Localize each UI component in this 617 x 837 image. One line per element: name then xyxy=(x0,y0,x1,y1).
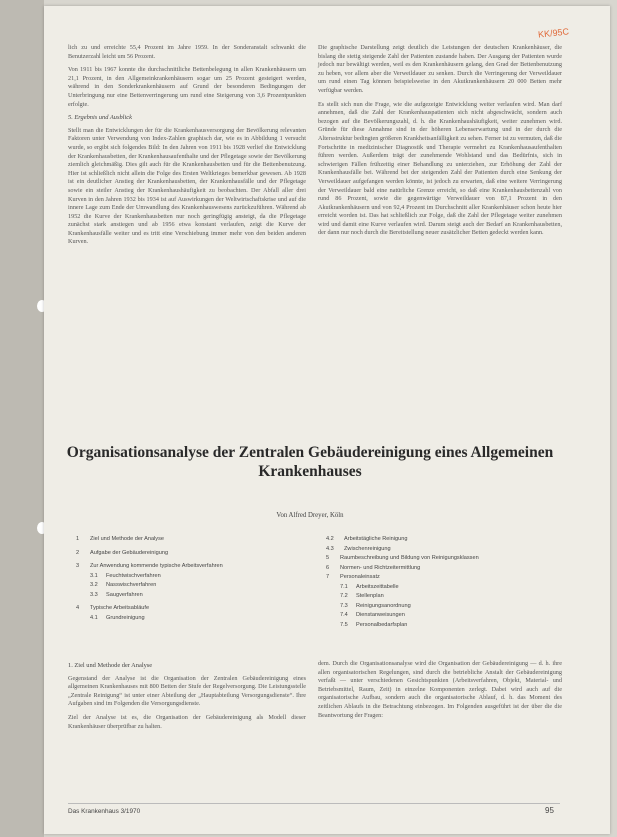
toc-item: 4.3 Zwischenreinigung xyxy=(326,545,391,552)
right-column-top xyxy=(318,44,562,243)
toc-subitem: 7.1 Arbeitszeittabelle xyxy=(340,583,399,590)
paragraph: Von 1911 bis 1967 konnte die durchschnittliche Bettenbelegung in allen Krankenhäusern um 21,1 Prozent, in den Allgemeinkrankenhäusern sogar um 25 Prozent gesteigert werden, während in den Sonderkrankenhäusern auf Grund der besonderen Bedingungen der Unterbringung nur eine Bettenverringerung um rund eine Steigerung von 3,6 Prozentpunkten erfolgte. xyxy=(68,66,306,108)
author-line: Von Alfred Dreyer, Köln xyxy=(276,512,344,519)
handwritten-stamp: KK/95C xyxy=(537,26,570,40)
paragraph: Die graphische Darstellung zeigt deutlich die Leistungen der deutschen Krankenhäuser, die bislang die stetig steigende Zahl der Patienten zustande haben. Der Ausgang der Patienten wurde jedoch nur bewältigt werden, weil es den Krankenhäusern gelang, den Grad der Bettenbenutzung zu heben, vor allem aber die Verweildauer zu senken. Durch die Verringerung der Verweildauer um rund einen Tag können beispielsweise in den Akutkrankenhäusern 20 000 Betten mehr verfügbar werden. xyxy=(318,44,562,94)
toc-subitem: 7.3 Reinigungsanordnung xyxy=(340,602,411,609)
paragraph: Ziel der Analyse ist es, die Organisation der Gebäudereinigung als Modell dieser Krankenhäuser überprüfbar zu halten. xyxy=(68,713,306,730)
left-column-top xyxy=(68,44,306,252)
toc-left xyxy=(76,535,306,623)
toc-right xyxy=(326,535,556,630)
footer-rule xyxy=(68,803,560,804)
paragraph: Es stellt sich nun die Frage, wie die aufgezeigte Entwicklung weiter verlaufen wird. Man darf annehmen, daß die Zahl der Krankenhauspatienten sich nicht abgeschwächt, sondern auch bezogen auf die Bevölkerungszahl, d. h. die Krankenhaushäufigkeit, weiter zunehmen wird. Gründe für diese Annahme sind in der höheren Lebenserwartung und in der durch die Altersstruktur bedingten größeren Krankheitsanfälligkeit zu sehen. Ferner ist zu vermuten, daß die Fortschritte in medizinischer Diagnostik und Therapie vermehrt zu Krankenhausaufenthalten führen werden. Außerdem trägt der zunehmende Wohlstand und das Bedürfnis, sich in schwierigen Fällen frühzeitig einer Behandlung zu unterziehen, zur Erhöhung der Zahl der Krankenhausfälle bei. Während bei der steigenden Zahl der Patienten durch eine Senkung der Verweildauer aufgefangen werden könnte, ist jedoch zu erwarten, daß eine weitere Verringerung der Verweildauer bald eine natürliche Grenze erreicht, so daß eine Krankenhausbettenzahl von rund 86 Prozent, sowie die gegenwärtige Verweildauer von 87,1 Prozent in den Akutkrankenhäusern und von 92,4 Prozent im Durchschnitt aller Krankenhäuser schon heute hier erreicht worden ist. Das hat schließlich zur Folge, daß die Zahl der Pflegetage weiter zunehmen wird und damit eine Kurve verlaufen wird. Darum steigt auch der Bedarf an Krankenhausbetten, der dann nur noch durch die Bereitstellung neuer zusätzlicher Betten gedeckt werden kann. xyxy=(318,100,562,237)
toc-item: 2 Aufgabe der Gebäudereinigung xyxy=(76,549,169,556)
left-column-bottom xyxy=(68,660,306,736)
toc-item: 5 Raumbeschreibung und Bildung von Reinigungsklassen xyxy=(326,555,479,561)
toc-subitem: 4.1 Grundreinigung xyxy=(90,614,145,621)
toc-subitem: 7.2 Stellenplan xyxy=(340,593,384,599)
article-title: Organisationsanalyse der Zentralen Gebäudereinigung eines Allgemeinen Krankenhauses xyxy=(66,444,554,480)
paragraph: Stellt man die Entwicklungen der für die Krankenhausversorgung der Bevölkerung relevanten Faktoren unter Verwendung von Index-Zahlen graphisch dar, wie es in Abbildung 1 versucht wurde, so ergibt sich folgendes Bild: In den Jahren von 1911 bis 1928 verlief die Entwicklung der Krankenhausbetten, der Krankenhausaufenthalte und der Pflegetage sowie der Bevölkerung ziemlich gleichmäßig. Dies gilt auch für die Krankenhausbetten und für die Bettenbenutzung. Hier ist schließlich nicht allein die Folge des Ersten Weltkrieges bemerkbar gewesen. Ab 1928 ist ein deutlicher Anstieg der Krankenhausbetten, der Krankenhausfälle und der Pflegetage sowie ein steiler Anstieg der Krankenhaushäufigkeit zu beobachten. Der Abfall aller drei Kurven in den Jahren 1932 bis 1934 ist auf Auswirkungen der Weltwirtschaftskrise und auf die innere Lage zum Ende der Umwandlung des Krankenhauswesens zurückzuführen. Während ab 1952 die Kurve der Krankenhausbetten nur noch geringfügig ansteigt, da die Pflegetage zunächst stark anstiegen und ab 1956 etwa konstant verlaufen, zeigt die Kurve der Krankenhausfälle weiter und es tritt eine Verschiebung immer mehr von den beiden anderen Kurven. xyxy=(68,126,306,246)
toc-item: 6 Normen- und Richtzeitermittlung xyxy=(326,564,421,571)
paragraph: Gegenstand der Analyse ist die Organisation der Zentralen Gebäudereinigung eines allgemeinen Krankenhauses mit 800 Betten der Stufe der Regelversorgung. Die Leistungsstelle „Zentrale Reinigung“ ist unter einer Abteilung der „Hauptabteilung Versorgungsdienste“. Ihre Aufgaben sind im Folgenden die Versorgungsdienste. xyxy=(68,674,306,708)
toc-item: 4.2 Arbeitstägliche Reinigung xyxy=(326,536,408,542)
paragraph: dem. Durch die Organisationsanalyse wird die Organisation der Gebäudereinigung — d. h. ihre allen organisatorischen Regelungen, sind durch die betriebliche Anstalt der Gebäudereinigung verfaßt — unter verschiedenen Gesichtspunkten (Arbeitsverfahren, Objekt, Material- und Betriebsmittel, Raum, Zeit) in einzelne Komponenten zerlegt. Dabei wird auch auf die organisatorische Aufbau, sondern auch die organisatorische Ablauf, d. h. das Moment des zeitlichen Ablaufs in die Betrachtung einbezogen. Im Folgenden ausgeführt ist der über die die Beantwortung der Fragen: xyxy=(318,660,562,719)
section-heading: 1. Ziel und Methode der Analyse xyxy=(68,662,153,669)
toc-subitem: 7.4 Dienstanweisungen xyxy=(340,612,405,618)
toc-item: 3 Zur Anwendung kommende typische Arbeitsverfahren xyxy=(76,563,223,569)
section-heading: 5. Ergebnis und Ausblick xyxy=(68,114,132,122)
toc-subitem: 3.2 Nasswischverfahren xyxy=(90,582,157,588)
footer-journal: Das Krankenhaus 3/1970 xyxy=(68,808,141,815)
toc-subitem: 3.3 Saugverfahren xyxy=(90,591,143,598)
toc-subitem: 7.5 Personalbedarfsplan xyxy=(340,621,408,628)
binder-edge xyxy=(0,0,44,837)
paragraph: lich zu und erreichte 55,4 Prozent im Jahre 1959. In der Sonderanstalt schwankt die Benutzerzahl leicht um 56 Prozent. xyxy=(68,44,306,60)
toc-subitem: 3.1 Feuchtwischverfahren xyxy=(90,572,161,579)
toc-item: 1 Ziel und Methode der Analyse xyxy=(76,536,165,542)
toc-item: 7 Personaleinsatz xyxy=(326,574,380,580)
right-column-bottom xyxy=(318,660,562,725)
page-number: 95 xyxy=(545,806,554,815)
toc-item: 4 Typische Arbeitsabläufe xyxy=(76,605,150,611)
